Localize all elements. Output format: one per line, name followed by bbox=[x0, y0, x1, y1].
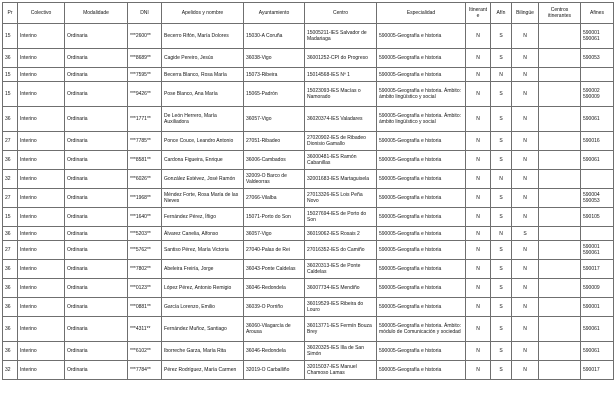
cell-afin: S bbox=[491, 317, 512, 342]
cell-modalidade: Ordinaria bbox=[65, 170, 128, 189]
cell-bilingue: N bbox=[512, 107, 539, 132]
cell-afines bbox=[581, 298, 614, 317]
cell-dni: ***8689** bbox=[128, 49, 162, 68]
cell-afin: S bbox=[491, 241, 512, 260]
cell-modalidade: Ordinaria bbox=[65, 317, 128, 342]
afin-code: 590061 bbox=[583, 116, 600, 122]
cell-dni: ***7784** bbox=[128, 361, 162, 380]
cell-itinerante: N bbox=[466, 241, 491, 260]
cell-afines bbox=[581, 208, 614, 227]
table-row bbox=[3, 49, 614, 68]
afin-code: 590053 bbox=[583, 198, 600, 204]
cell-afin: N bbox=[491, 170, 512, 189]
cell-centro: 27013326-IES Lois Peña Novo bbox=[305, 189, 377, 208]
cell-modalidade: Ordinaria bbox=[65, 241, 128, 260]
cell-afines bbox=[581, 279, 614, 298]
cell-centro: 15027694-IES de Porto do Son bbox=[305, 208, 377, 227]
afin-code: 590009 bbox=[583, 94, 600, 100]
header-ayuntamiento: Ayuntamiento bbox=[244, 3, 305, 24]
afin-code: 590061 bbox=[583, 250, 600, 256]
cell-nombre: Becerro Rifón, María Dolores bbox=[162, 24, 244, 49]
table-row bbox=[3, 132, 614, 151]
cell-afin: S bbox=[491, 82, 512, 107]
cell-pr: 36 bbox=[3, 342, 18, 361]
cell-bilingue: N bbox=[512, 317, 539, 342]
cell-colectivo: Interino bbox=[18, 317, 65, 342]
cell-centro: 15014568-IES Nº 1 bbox=[305, 68, 377, 82]
cell-ayuntamiento: 36043-Ponte Caldelas bbox=[244, 260, 305, 279]
cell-afin: S bbox=[491, 49, 512, 68]
cell-centro: 27016352-IES do Camiño bbox=[305, 241, 377, 260]
cell-itinerante: N bbox=[466, 151, 491, 170]
cell-especialidad: 590005-Geografía e historia bbox=[377, 24, 466, 49]
cell-centros-itinerantes bbox=[539, 298, 581, 317]
cell-especialidad: 590005-Geografía e historia bbox=[377, 208, 466, 227]
cell-centro: 36007734-IES Mendiño bbox=[305, 279, 377, 298]
cell-itinerante: N bbox=[466, 317, 491, 342]
cell-centros-itinerantes bbox=[539, 24, 581, 49]
afin-code: 590053 bbox=[583, 55, 600, 61]
table-row bbox=[3, 260, 614, 279]
cell-pr: 36 bbox=[3, 107, 18, 132]
cell-bilingue: N bbox=[512, 260, 539, 279]
table-row bbox=[3, 279, 614, 298]
cell-pr: 36 bbox=[3, 317, 18, 342]
table-row bbox=[3, 208, 614, 227]
table-row bbox=[3, 82, 614, 107]
cell-pr: 27 bbox=[3, 132, 18, 151]
cell-modalidade: Ordinaria bbox=[65, 151, 128, 170]
cell-afin: S bbox=[491, 107, 512, 132]
afin-code: 590001 bbox=[583, 244, 600, 250]
cell-dni: ***0123** bbox=[128, 279, 162, 298]
cell-colectivo: Interino bbox=[18, 170, 65, 189]
cell-especialidad: 590005-Geografía e historia bbox=[377, 49, 466, 68]
cell-dni: ***0881** bbox=[128, 298, 162, 317]
afin-code: 590105 bbox=[583, 214, 600, 220]
cell-dni: ***1771** bbox=[128, 107, 162, 132]
cell-pr: 15 bbox=[3, 24, 18, 49]
cell-afin: S bbox=[491, 342, 512, 361]
cell-centros-itinerantes bbox=[539, 342, 581, 361]
cell-especialidad: 590005-Geografía e historia bbox=[377, 279, 466, 298]
cell-afines bbox=[581, 260, 614, 279]
cell-colectivo: Interino bbox=[18, 107, 65, 132]
cell-colectivo: Interino bbox=[18, 342, 65, 361]
cell-modalidade: Ordinaria bbox=[65, 227, 128, 241]
cell-centro: 27020902-IES de Ribadeo Dionisio Gamallo bbox=[305, 132, 377, 151]
cell-centros-itinerantes bbox=[539, 151, 581, 170]
table-row bbox=[3, 107, 614, 132]
cell-bilingue: N bbox=[512, 49, 539, 68]
header-centros-itinerantes: Centros itinerantes bbox=[539, 3, 581, 24]
cell-itinerante: N bbox=[466, 260, 491, 279]
afin-code: 590061 bbox=[583, 36, 600, 42]
cell-modalidade: Ordinaria bbox=[65, 189, 128, 208]
cell-nombre: Cagide Pereiro, Jesús bbox=[162, 49, 244, 68]
cell-afin: S bbox=[491, 361, 512, 380]
cell-modalidade: Ordinaria bbox=[65, 342, 128, 361]
afin-code: 590061 bbox=[583, 326, 600, 332]
afin-code: 590016 bbox=[583, 138, 600, 144]
cell-especialidad: 590005-Geografía e historia bbox=[377, 132, 466, 151]
cell-afines bbox=[581, 317, 614, 342]
cell-dni: ***7802** bbox=[128, 260, 162, 279]
cell-especialidad: 590005-Geografía e historia bbox=[377, 189, 466, 208]
cell-nombre: Fernández Muñoz, Santiago bbox=[162, 317, 244, 342]
cell-colectivo: Interino bbox=[18, 227, 65, 241]
cell-colectivo: Interino bbox=[18, 132, 65, 151]
header-bilingue: Bilingüe bbox=[512, 3, 539, 24]
cell-ayuntamiento: 15065-Padrón bbox=[244, 82, 305, 107]
afin-code: 590001 bbox=[583, 30, 600, 36]
afin-code: 590009 bbox=[583, 285, 600, 291]
cell-ayuntamiento: 36060-Vilagarcía de Arousa bbox=[244, 317, 305, 342]
cell-especialidad: 590005-Geografía e historia bbox=[377, 298, 466, 317]
cell-modalidade: Ordinaria bbox=[65, 24, 128, 49]
cell-itinerante: N bbox=[466, 68, 491, 82]
cell-itinerante: N bbox=[466, 82, 491, 107]
header-especialidad: Especialidad bbox=[377, 3, 466, 24]
afin-code: 590004 bbox=[583, 192, 600, 198]
cell-modalidade: Ordinaria bbox=[65, 298, 128, 317]
cell-itinerante: N bbox=[466, 279, 491, 298]
cell-ayuntamiento: 27066-Vilalba bbox=[244, 189, 305, 208]
cell-ayuntamiento: 32009-O Barco de Valdeorras bbox=[244, 170, 305, 189]
cell-dni: ***2600** bbox=[128, 24, 162, 49]
cell-colectivo: Interino bbox=[18, 241, 65, 260]
cell-afin: S bbox=[491, 132, 512, 151]
cell-centros-itinerantes bbox=[539, 227, 581, 241]
cell-modalidade: Ordinaria bbox=[65, 68, 128, 82]
cell-afin: S bbox=[491, 208, 512, 227]
cell-ayuntamiento: 15073-Ribeira bbox=[244, 68, 305, 82]
cell-modalidade: Ordinaria bbox=[65, 361, 128, 380]
cell-pr: 15 bbox=[3, 208, 18, 227]
cell-centro: 36019062-IES Rosais 2 bbox=[305, 227, 377, 241]
cell-ayuntamiento: 27051-Ribadeo bbox=[244, 132, 305, 151]
cell-bilingue: N bbox=[512, 68, 539, 82]
cell-dni: ***1968** bbox=[128, 189, 162, 208]
cell-bilingue: N bbox=[512, 189, 539, 208]
cell-dni: ***6102** bbox=[128, 342, 162, 361]
cell-centros-itinerantes bbox=[539, 170, 581, 189]
cell-especialidad: 590005-Geografía e historia bbox=[377, 227, 466, 241]
cell-nombre: Pose Blanco, Ana María bbox=[162, 82, 244, 107]
cell-centro: 36000481-IES Ramón Cabanillas bbox=[305, 151, 377, 170]
cell-centros-itinerantes bbox=[539, 260, 581, 279]
cell-dni: ***8581** bbox=[128, 151, 162, 170]
cell-centros-itinerantes bbox=[539, 132, 581, 151]
cell-nombre: De León Herrero, María Auxiliadora bbox=[162, 107, 244, 132]
cell-centros-itinerantes bbox=[539, 241, 581, 260]
cell-pr: 27 bbox=[3, 189, 18, 208]
cell-colectivo: Interino bbox=[18, 151, 65, 170]
cell-bilingue: N bbox=[512, 132, 539, 151]
header-centro: Centro bbox=[305, 3, 377, 24]
cell-modalidade: Ordinaria bbox=[65, 208, 128, 227]
cell-bilingue: S bbox=[512, 227, 539, 241]
cell-bilingue: N bbox=[512, 241, 539, 260]
cell-pr: 36 bbox=[3, 279, 18, 298]
cell-dni: ***7785** bbox=[128, 132, 162, 151]
cell-afin: S bbox=[491, 279, 512, 298]
cell-pr: 15 bbox=[3, 68, 18, 82]
header-apelidos-nombre: Apelidos y nombre bbox=[162, 3, 244, 24]
cell-centros-itinerantes bbox=[539, 317, 581, 342]
table-row bbox=[3, 189, 614, 208]
cell-especialidad: 590005-Geografía e historia bbox=[377, 361, 466, 380]
cell-ayuntamiento: 36046-Redondela bbox=[244, 279, 305, 298]
cell-centros-itinerantes bbox=[539, 68, 581, 82]
cell-itinerante: N bbox=[466, 342, 491, 361]
cell-centros-itinerantes bbox=[539, 189, 581, 208]
cell-pr: 36 bbox=[3, 49, 18, 68]
afin-code: 590017 bbox=[583, 266, 600, 272]
cell-ayuntamiento: 32019-O Carballiño bbox=[244, 361, 305, 380]
cell-itinerante: N bbox=[466, 227, 491, 241]
cell-modalidade: Ordinaria bbox=[65, 49, 128, 68]
cell-bilingue: N bbox=[512, 279, 539, 298]
cell-nombre: Ponce Couce, Leandro Antonio bbox=[162, 132, 244, 151]
cell-afines bbox=[581, 24, 614, 49]
cell-centros-itinerantes bbox=[539, 279, 581, 298]
cell-pr: 36 bbox=[3, 151, 18, 170]
header-dni: DNI bbox=[128, 3, 162, 24]
cell-afin: N bbox=[491, 227, 512, 241]
cell-especialidad: 590005-Geografía e historia bbox=[377, 151, 466, 170]
header-afin: Afín bbox=[491, 3, 512, 24]
cell-especialidad: 590005-Geografía e historia bbox=[377, 68, 466, 82]
cell-ayuntamiento: 36057-Vigo bbox=[244, 227, 305, 241]
cell-nombre: Pérez Rodríguez, María Carmen bbox=[162, 361, 244, 380]
cell-colectivo: Interino bbox=[18, 68, 65, 82]
cell-afines bbox=[581, 68, 614, 82]
cell-centro: 32015037-IES Manuel Chamoso Lamas bbox=[305, 361, 377, 380]
cell-nombre: García Lorenzo, Emilio bbox=[162, 298, 244, 317]
cell-afines bbox=[581, 342, 614, 361]
cell-centros-itinerantes bbox=[539, 49, 581, 68]
cell-ayuntamiento: 36057-Vigo bbox=[244, 107, 305, 132]
cell-dni: ***9426** bbox=[128, 82, 162, 107]
cell-itinerante: N bbox=[466, 24, 491, 49]
table-row bbox=[3, 342, 614, 361]
cell-dni: ***5762** bbox=[128, 241, 162, 260]
cell-modalidade: Ordinaria bbox=[65, 107, 128, 132]
cell-afines bbox=[581, 49, 614, 68]
cell-especialidad: 590005-Geografía e historia. Ámbito: ámbito lingüístico y social bbox=[377, 107, 466, 132]
cell-dni: ***5203** bbox=[128, 227, 162, 241]
cell-bilingue: N bbox=[512, 298, 539, 317]
header-itinerante: Itinerante bbox=[466, 3, 491, 24]
cell-nombre: Santiso Pérez, María Victoria bbox=[162, 241, 244, 260]
cell-afines bbox=[581, 151, 614, 170]
table-row bbox=[3, 227, 614, 241]
cell-itinerante: N bbox=[466, 132, 491, 151]
cell-ayuntamiento: 27040-Palas de Rei bbox=[244, 241, 305, 260]
cell-nombre: Fernández Pérez, Íñigo bbox=[162, 208, 244, 227]
cell-itinerante: N bbox=[466, 208, 491, 227]
cell-modalidade: Ordinaria bbox=[65, 132, 128, 151]
cell-especialidad: 590005-Geografía e historia bbox=[377, 241, 466, 260]
cell-colectivo: Interino bbox=[18, 208, 65, 227]
cell-modalidade: Ordinaria bbox=[65, 260, 128, 279]
cell-especialidad: 590005-Geografía e historia bbox=[377, 342, 466, 361]
cell-ayuntamiento: 15071-Porto do Son bbox=[244, 208, 305, 227]
cell-colectivo: Interino bbox=[18, 24, 65, 49]
afin-code: 590061 bbox=[583, 348, 600, 354]
cell-centros-itinerantes bbox=[539, 82, 581, 107]
cell-afin: S bbox=[491, 151, 512, 170]
cell-afines bbox=[581, 82, 614, 107]
afin-code: 590001 bbox=[583, 304, 600, 310]
table-row bbox=[3, 24, 614, 49]
cell-modalidade: Ordinaria bbox=[65, 82, 128, 107]
cell-centro: 36020325-IES Illa de San Simón bbox=[305, 342, 377, 361]
table-header-row bbox=[3, 3, 614, 24]
table-row bbox=[3, 361, 614, 380]
cell-afin: S bbox=[491, 24, 512, 49]
cell-centro: 36020313-IES de Ponte Caldelas bbox=[305, 260, 377, 279]
cell-afines bbox=[581, 107, 614, 132]
cell-bilingue: N bbox=[512, 24, 539, 49]
cell-centro: 36020374-IES Valadares bbox=[305, 107, 377, 132]
cell-centro: 36013771-IES Fermín Bouza Brey bbox=[305, 317, 377, 342]
cell-afines bbox=[581, 361, 614, 380]
cell-afin: S bbox=[491, 260, 512, 279]
table-row bbox=[3, 241, 614, 260]
cell-especialidad: 590005-Geografía e historia. Ámbito: ámbito lingüístico y social bbox=[377, 82, 466, 107]
afin-code: 590017 bbox=[583, 367, 600, 373]
cell-centro: 15005211-IES Salvador de Madariaga bbox=[305, 24, 377, 49]
table-row bbox=[3, 151, 614, 170]
afin-code: 590061 bbox=[583, 157, 600, 163]
header-colectivo: Colectivo bbox=[18, 3, 65, 24]
cell-dni: ***7595** bbox=[128, 68, 162, 82]
cell-pr: 36 bbox=[3, 227, 18, 241]
cell-especialidad: 590005-Geografía e historia bbox=[377, 260, 466, 279]
cell-colectivo: Interino bbox=[18, 260, 65, 279]
cell-pr: 36 bbox=[3, 298, 18, 317]
cell-afin: N bbox=[491, 68, 512, 82]
cell-especialidad: 590005-Geografía e historia. Ámbito: módulo de Comunicación y sociedad bbox=[377, 317, 466, 342]
table-row bbox=[3, 317, 614, 342]
cell-afines bbox=[581, 241, 614, 260]
cell-pr: 32 bbox=[3, 170, 18, 189]
document-page bbox=[2, 2, 613, 380]
cell-ayuntamiento: 36046-Redondela bbox=[244, 342, 305, 361]
cell-centros-itinerantes bbox=[539, 361, 581, 380]
cell-afines bbox=[581, 132, 614, 151]
cell-colectivo: Interino bbox=[18, 361, 65, 380]
cell-colectivo: Interino bbox=[18, 279, 65, 298]
cell-colectivo: Interino bbox=[18, 49, 65, 68]
cell-centro: 32001683-IES Martaguisela bbox=[305, 170, 377, 189]
cell-bilingue: N bbox=[512, 170, 539, 189]
assignments-table bbox=[2, 2, 614, 380]
cell-afin: S bbox=[491, 298, 512, 317]
table-row bbox=[3, 298, 614, 317]
table-row bbox=[3, 170, 614, 189]
header-modalidade: Modalidade bbox=[65, 3, 128, 24]
cell-bilingue: N bbox=[512, 82, 539, 107]
cell-bilingue: N bbox=[512, 208, 539, 227]
cell-itinerante: N bbox=[466, 298, 491, 317]
cell-ayuntamiento: 36006-Cambados bbox=[244, 151, 305, 170]
cell-nombre: Iborreche Garza, María Rita bbox=[162, 342, 244, 361]
cell-afines bbox=[581, 189, 614, 208]
cell-nombre: González Estévez, José Ramón bbox=[162, 170, 244, 189]
cell-afin: S bbox=[491, 189, 512, 208]
cell-ayuntamiento: 36038-Vigo bbox=[244, 49, 305, 68]
cell-centros-itinerantes bbox=[539, 107, 581, 132]
cell-centro: 36001252-CPI do Progreso bbox=[305, 49, 377, 68]
cell-nombre: Álvarez Canelia, Alfonso bbox=[162, 227, 244, 241]
cell-pr: 15 bbox=[3, 82, 18, 107]
cell-pr: 32 bbox=[3, 361, 18, 380]
cell-dni: ***1640** bbox=[128, 208, 162, 227]
cell-centro: 15023093-IES Macías o Namorado bbox=[305, 82, 377, 107]
cell-ayuntamiento: 36039-O Porriño bbox=[244, 298, 305, 317]
cell-pr: 36 bbox=[3, 260, 18, 279]
cell-modalidade: Ordinaria bbox=[65, 279, 128, 298]
cell-nombre: Abeleira Freiría, Jorge bbox=[162, 260, 244, 279]
cell-afines bbox=[581, 227, 614, 241]
header-pr: Pr bbox=[3, 3, 18, 24]
cell-bilingue: N bbox=[512, 361, 539, 380]
cell-nombre: Becerra Blanco, Rosa María bbox=[162, 68, 244, 82]
cell-itinerante: N bbox=[466, 189, 491, 208]
cell-bilingue: N bbox=[512, 151, 539, 170]
cell-nombre: Cardona Figueira, Enrique bbox=[162, 151, 244, 170]
header-afines: Afines bbox=[581, 3, 614, 24]
cell-nombre: Méndez Forte, Rosa María de las Nieves bbox=[162, 189, 244, 208]
cell-colectivo: Interino bbox=[18, 189, 65, 208]
cell-itinerante: N bbox=[466, 361, 491, 380]
cell-pr: 27 bbox=[3, 241, 18, 260]
cell-especialidad: 590005-Geografía e historia bbox=[377, 170, 466, 189]
cell-nombre: López Pérez, Antonio Remigio bbox=[162, 279, 244, 298]
cell-itinerante: N bbox=[466, 107, 491, 132]
cell-centro: 36019529-IES Ribeira do Louro bbox=[305, 298, 377, 317]
table-row bbox=[3, 68, 614, 82]
cell-bilingue: N bbox=[512, 342, 539, 361]
cell-dni: ***6026** bbox=[128, 170, 162, 189]
afin-code: 590002 bbox=[583, 88, 600, 94]
cell-itinerante: N bbox=[466, 49, 491, 68]
cell-itinerante: N bbox=[466, 170, 491, 189]
cell-colectivo: Interino bbox=[18, 82, 65, 107]
cell-dni: ***4311** bbox=[128, 317, 162, 342]
cell-ayuntamiento: 15030-A Coruña bbox=[244, 24, 305, 49]
cell-colectivo: Interino bbox=[18, 298, 65, 317]
cell-centros-itinerantes bbox=[539, 208, 581, 227]
cell-afines bbox=[581, 170, 614, 189]
